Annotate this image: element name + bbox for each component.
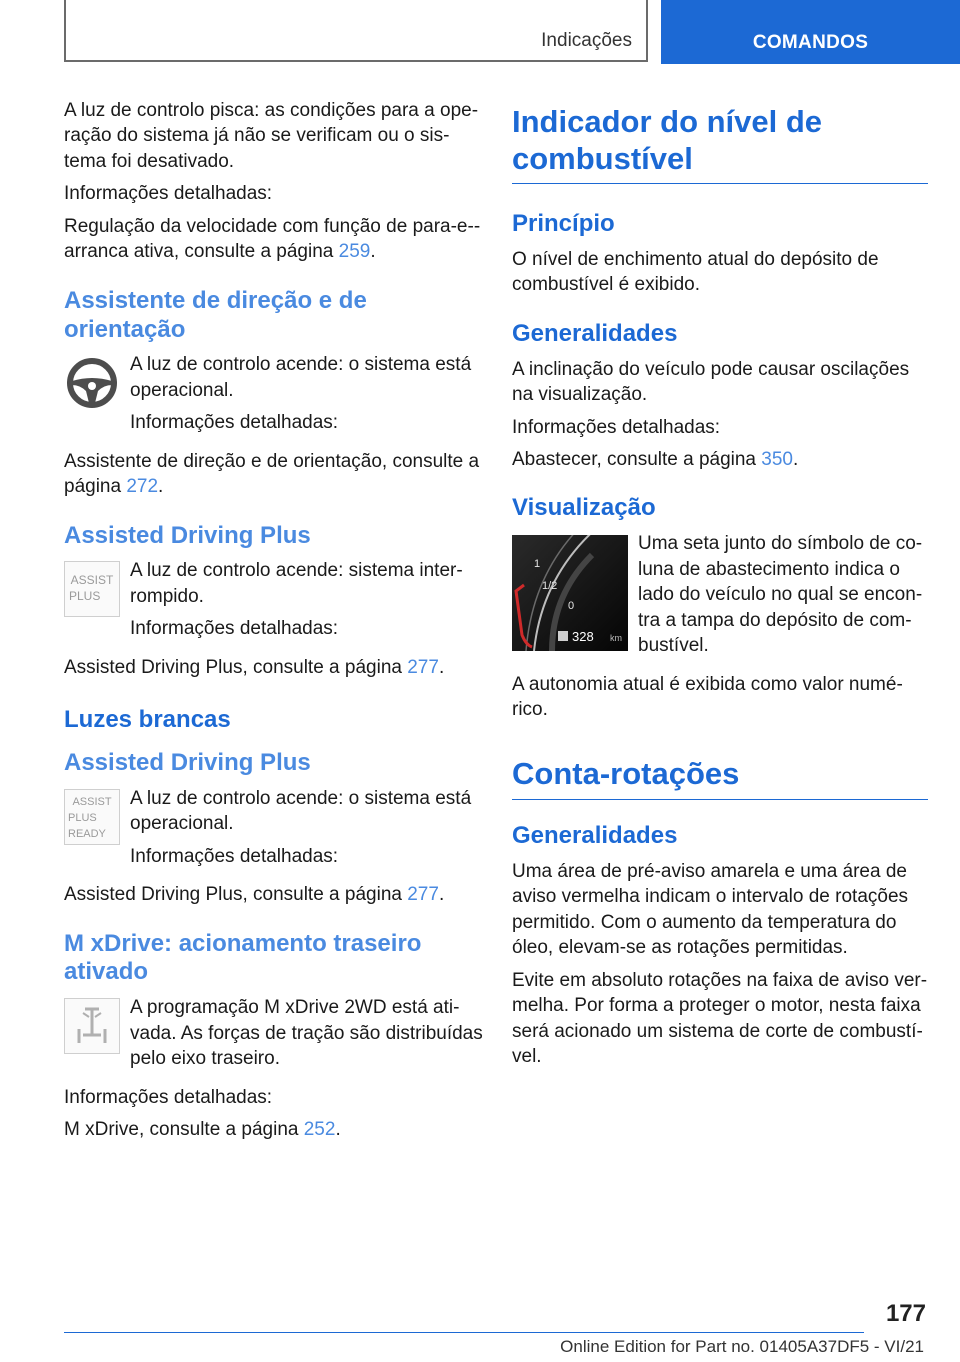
details-label: Informações detalhadas: xyxy=(130,845,339,867)
assisted-driving-reference xyxy=(64,655,484,680)
reference-text: Assistente de direção e de orientação, consulte a página xyxy=(64,450,480,498)
heading-tachometer: Conta-rotações xyxy=(512,756,928,800)
reference-text: Regulação da velocidade com função de para-e‐-arranca ativa, consulte a página xyxy=(64,215,481,263)
section-tab xyxy=(64,0,648,62)
fuel-gauge-image xyxy=(512,535,628,651)
fuel-display-block xyxy=(512,531,928,665)
page-link-350[interactable]: 350 xyxy=(761,449,793,471)
heading-fuel-gauge: Indicador do nível de combustível xyxy=(512,104,928,184)
indicator-description xyxy=(130,995,484,1078)
page-link-259[interactable]: 259 xyxy=(338,241,371,263)
steering-reference xyxy=(64,449,484,500)
icon-label-line1: ASSIST xyxy=(72,795,112,808)
general-text: A inclinação do veículo pode causar oscilações na visualização. xyxy=(512,358,910,406)
reference-text: Assisted Driving Plus, consulte a página xyxy=(64,884,408,906)
refuel-reference xyxy=(512,447,928,472)
icon-label-line2: PLUS xyxy=(68,811,97,824)
reference-end: . xyxy=(335,1119,341,1140)
reference-end: . xyxy=(158,476,164,498)
indicator-text: A luz de controlo acende: sistema inter‐rompido. xyxy=(130,560,463,607)
page-link-272[interactable]: 272 xyxy=(126,476,159,498)
section-title-general-rpm: Generalidades xyxy=(512,822,678,850)
rpm-text-1: Uma área de pré-aviso amarela e uma área de aviso vermelha indicam o intervalo de rotações permitido. Com o aumento da temperatura do óleo, elevam-se as rotações permitidas. xyxy=(512,860,909,959)
subsection-title-assisted-driving-plus: Assisted Driving Plus xyxy=(64,748,311,776)
section-title-display: Visualização xyxy=(512,494,656,522)
intro-paragraph: A luz de controlo pisca: as condições para a ope‐ração do sistema já não se verificam ou o sis‐tema foi desativado. xyxy=(64,100,479,172)
indicator-description xyxy=(130,352,484,442)
assisted-driving-ready-reference xyxy=(64,882,484,907)
indicator-description xyxy=(130,786,484,876)
chapter-tab xyxy=(661,0,960,64)
range-unit: km xyxy=(610,633,622,644)
indicator-description xyxy=(130,558,484,648)
section-title-general: Generalidades xyxy=(512,319,678,347)
reference-end: . xyxy=(793,449,799,471)
reference-end: . xyxy=(438,656,445,678)
rear-wheel-drive-icon xyxy=(64,998,120,1054)
assist-plus-ready-icon xyxy=(64,789,120,845)
intro-reference xyxy=(64,214,484,265)
section-title-principle: Princípio xyxy=(512,210,615,238)
right-column xyxy=(512,104,928,1076)
page-link-277[interactable]: 277 xyxy=(407,656,439,678)
reference-text: Abastecer, consulte a página xyxy=(512,449,762,471)
details-label: Informações detalhadas: xyxy=(512,416,721,438)
section-title-m-xdrive: M xDrive: acionamento traseiro ativado xyxy=(64,929,422,986)
gauge-label-full: 1 xyxy=(534,558,541,571)
fuel-pump-icon xyxy=(558,631,568,641)
section-label: Indicações xyxy=(541,30,632,51)
icon-label-line3: READY xyxy=(68,827,106,840)
section-title-assisted-driving-plus: Assisted Driving Plus xyxy=(64,521,311,549)
details-label: Informações detalhadas: xyxy=(130,412,339,434)
footer-divider xyxy=(64,1332,864,1333)
m-xdrive-reference xyxy=(64,1117,484,1142)
page-header xyxy=(64,0,960,66)
reference-text: Assisted Driving Plus, consulte a página xyxy=(64,656,408,678)
m-xdrive-indicator xyxy=(64,995,484,1078)
section-title-steering-assistant: Assistente de direção e de orientação xyxy=(64,286,367,343)
section-title-white-lights: Luzes brancas xyxy=(64,706,231,734)
page-link-252[interactable]: 252 xyxy=(303,1119,336,1140)
assisted-driving-ready-indicator xyxy=(64,786,484,876)
reference-end: . xyxy=(370,241,376,263)
range-value: 328 xyxy=(572,629,594,645)
edition-info: Online Edition for Part no. 01405A37DF5 - VI/21 xyxy=(560,1337,924,1356)
chapter-label: COMANDOS xyxy=(752,32,869,53)
reference-end: . xyxy=(438,884,445,906)
assisted-driving-indicator xyxy=(64,558,484,648)
icon-label-line1: ASSIST xyxy=(70,573,114,588)
indicator-text: A luz de controlo acende: o sistema está operacional. xyxy=(130,787,472,835)
reference-text: M xDrive, consulte a página xyxy=(64,1119,304,1140)
indicator-text: A luz de controlo acende: o sistema está operacional. xyxy=(130,354,472,401)
steering-assistant-indicator xyxy=(64,352,484,442)
left-column xyxy=(64,98,484,1149)
range-explanation: A autonomia atual é exibida como valor numé‐rico. xyxy=(512,673,903,720)
steering-wheel-icon xyxy=(64,355,120,411)
principle-text: O nível de enchimento atual do depósito de combustível é exibido. xyxy=(512,248,879,296)
gauge-label-empty: 0 xyxy=(568,600,575,613)
page-number: 177 xyxy=(885,1300,926,1327)
details-label: Informações detalhadas: xyxy=(64,1086,273,1108)
display-text: Uma seta junto do símbolo de co‐luna de abastecimento indica o lado do veículo no qual se encon‐tra a tampa do depósito de com‐bustível. xyxy=(638,533,923,657)
details-label: Informações detalhadas: xyxy=(64,183,273,205)
assist-plus-icon xyxy=(64,561,120,617)
page-link-277[interactable]: 277 xyxy=(407,884,439,906)
icon-label-line2: PLUS xyxy=(69,589,101,604)
details-label: Informações detalhadas: xyxy=(130,618,339,640)
gauge-label-half: 1/2 xyxy=(542,580,558,593)
indicator-text: A programação M xDrive 2WD está ati‐vada. As forças de tração são distribuídas pelo eixo traseiro. xyxy=(130,997,483,1070)
rpm-text-2: Evite em absoluto rotações na faixa de aviso ver‐melha. Por forma a proteger o motor, nesta faixa será acionado um sistema de corte de combustí‐vel. xyxy=(512,969,928,1067)
